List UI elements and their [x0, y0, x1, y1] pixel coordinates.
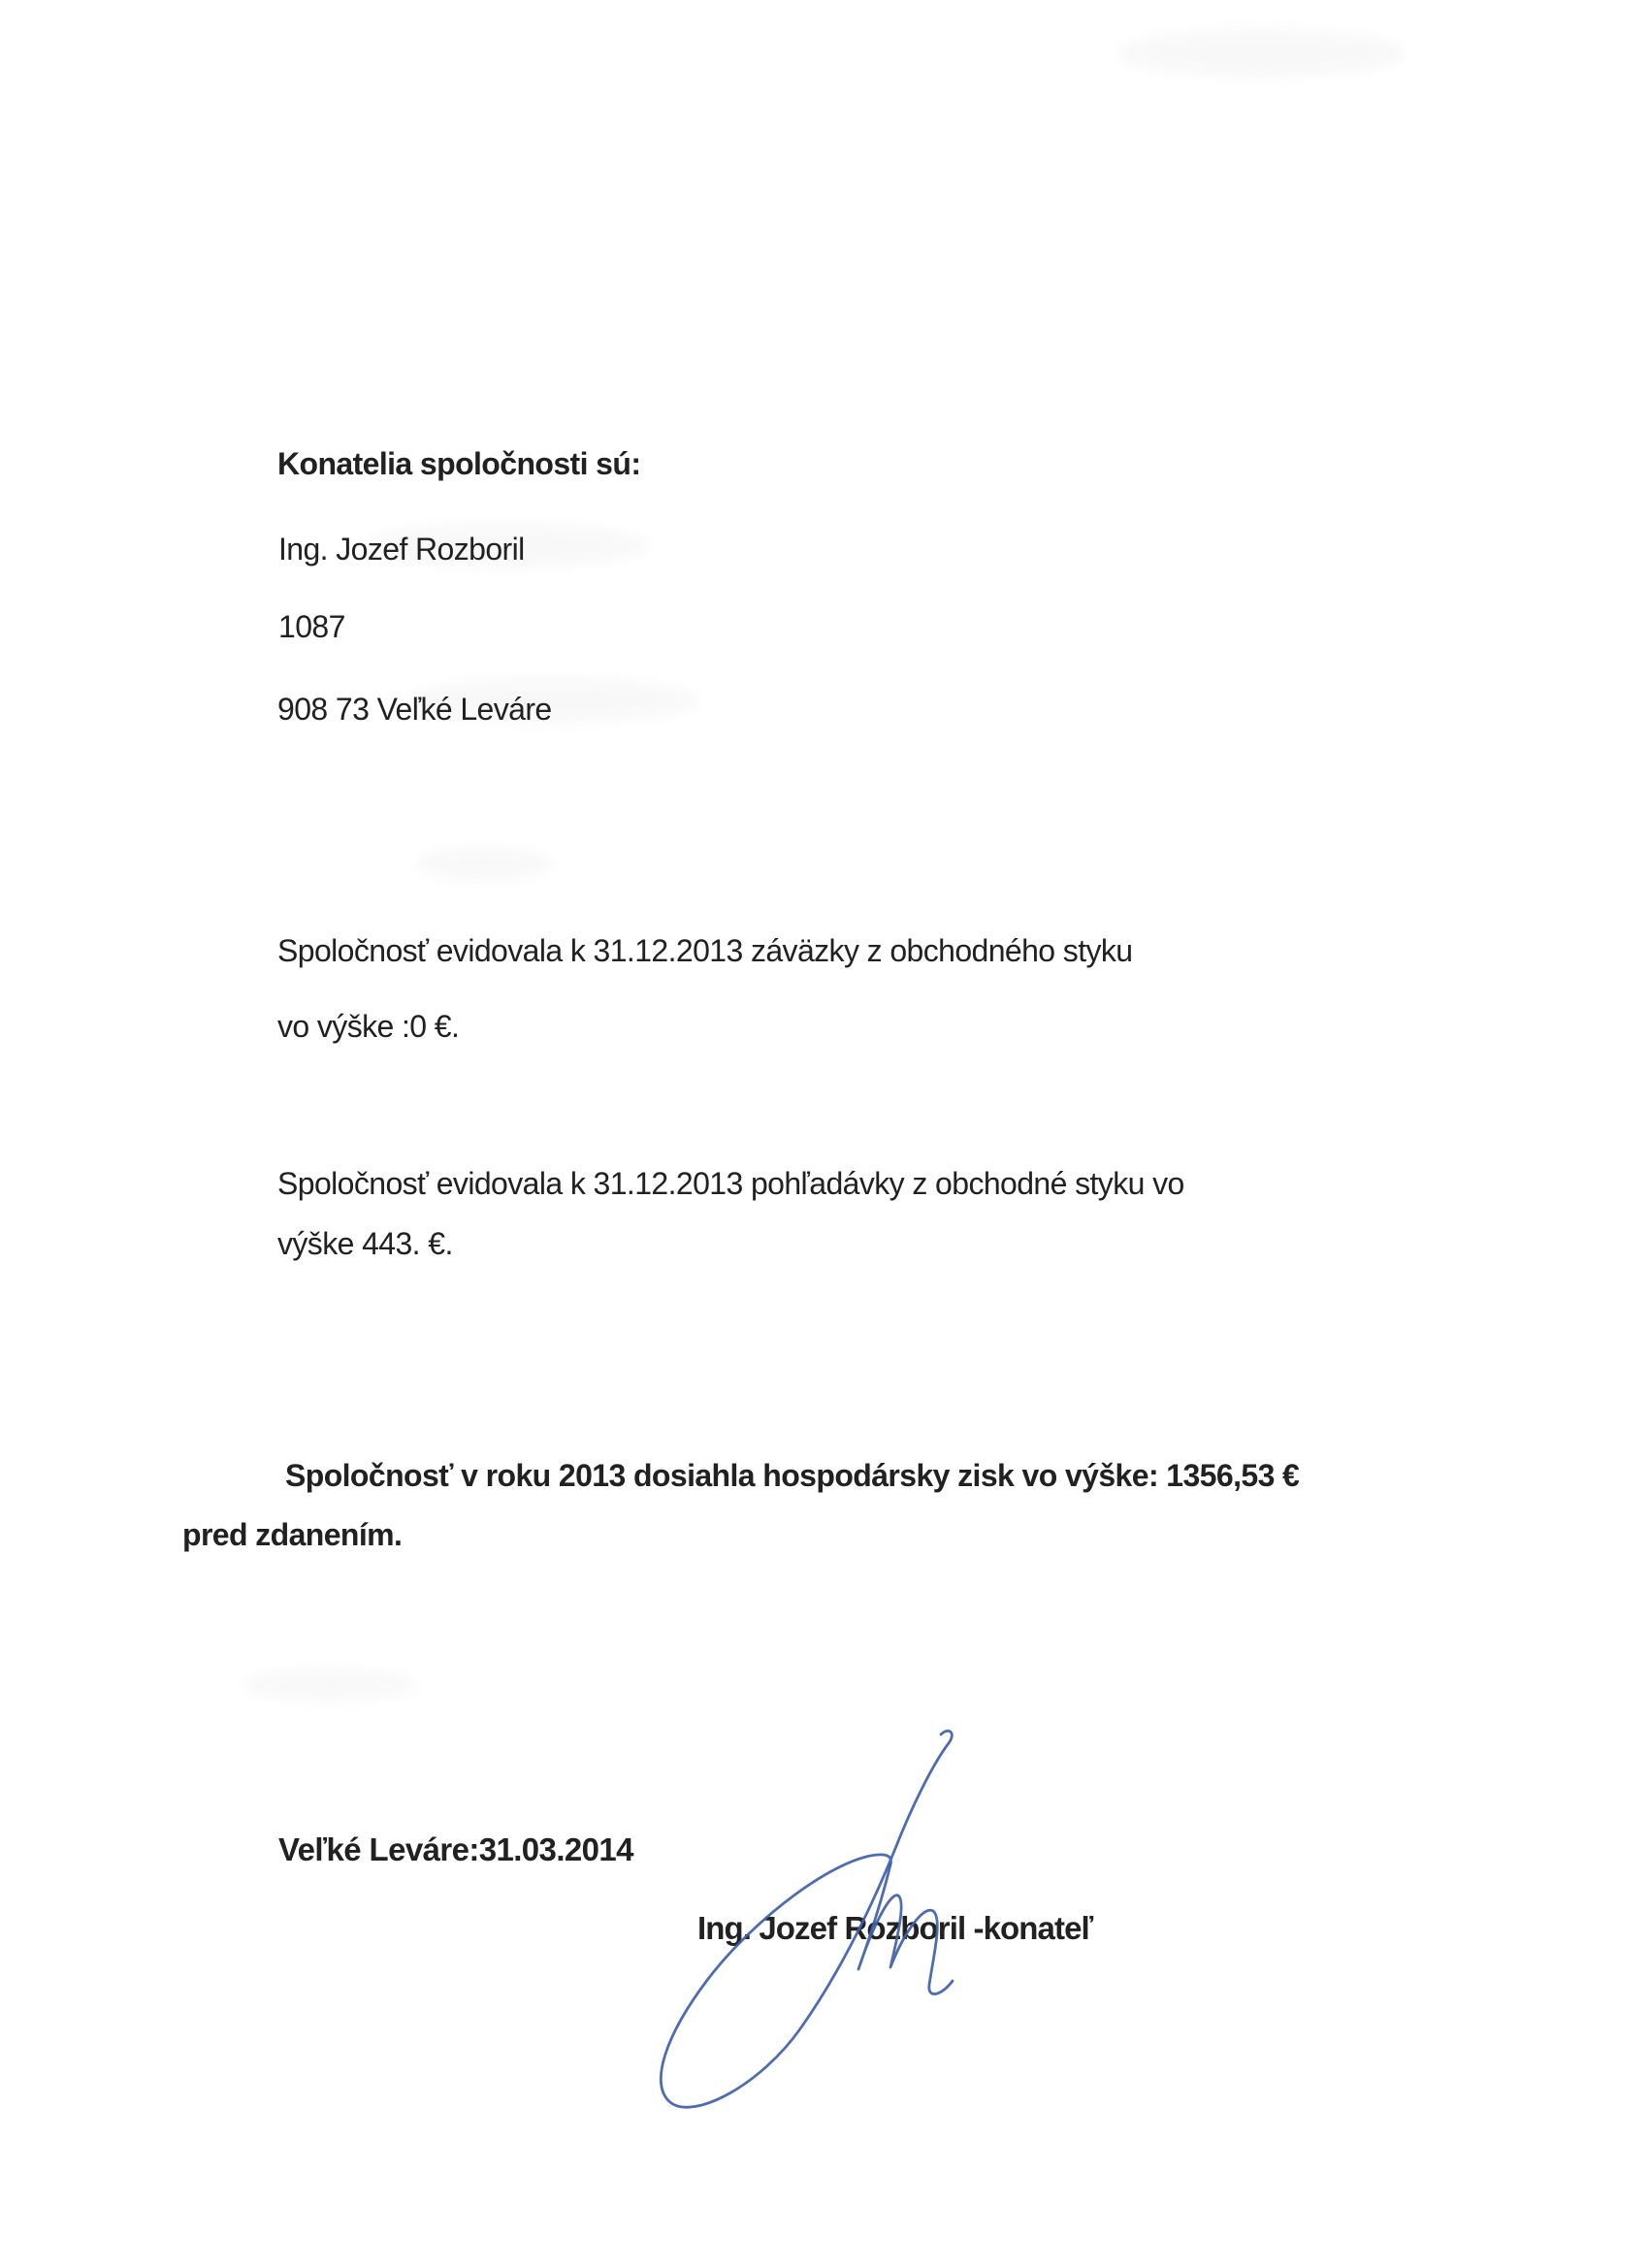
paragraph-profit-line2: pred zdanením. [182, 1517, 403, 1552]
paragraph-receivables-line1: Spoločnosť evidovala k 31.12.2013 pohľadávky z obchodné styku vo [277, 1166, 1184, 1201]
paragraph-receivables-line2: výške 443. €. [277, 1226, 453, 1261]
signature-ink [582, 1688, 989, 2163]
scan-artifact [1116, 29, 1406, 78]
address-line-name: Ing. Jozef Rozboril [278, 532, 525, 567]
place-date: Veľké Leváre:31.03.2014 [278, 1831, 633, 1867]
scan-artifact [417, 846, 553, 881]
paragraph-profit-line1: Spoločnosť v roku 2013 dosiahla hospodársky zisk vo výške: 1356,53 € [285, 1458, 1300, 1493]
paragraph-liabilities-line1: Spoločnosť evidovala k 31.12.2013 záväzky z obchodného styku [277, 933, 1133, 968]
signature-stroke-main [661, 1731, 952, 2107]
address-line-number: 1087 [278, 609, 345, 644]
heading-managers: Konatelia spoločnosti sú: [277, 446, 641, 481]
signatory-name: Ing. Jozef Rozboril -konateľ [697, 1910, 1093, 1946]
signature-stroke-zigzag [858, 1864, 953, 1994]
address-line-city: 908 73 Veľké Leváre [277, 692, 552, 727]
scan-artifact [242, 1669, 417, 1701]
paragraph-liabilities-line2: vo výške :0 €. [277, 1009, 460, 1044]
